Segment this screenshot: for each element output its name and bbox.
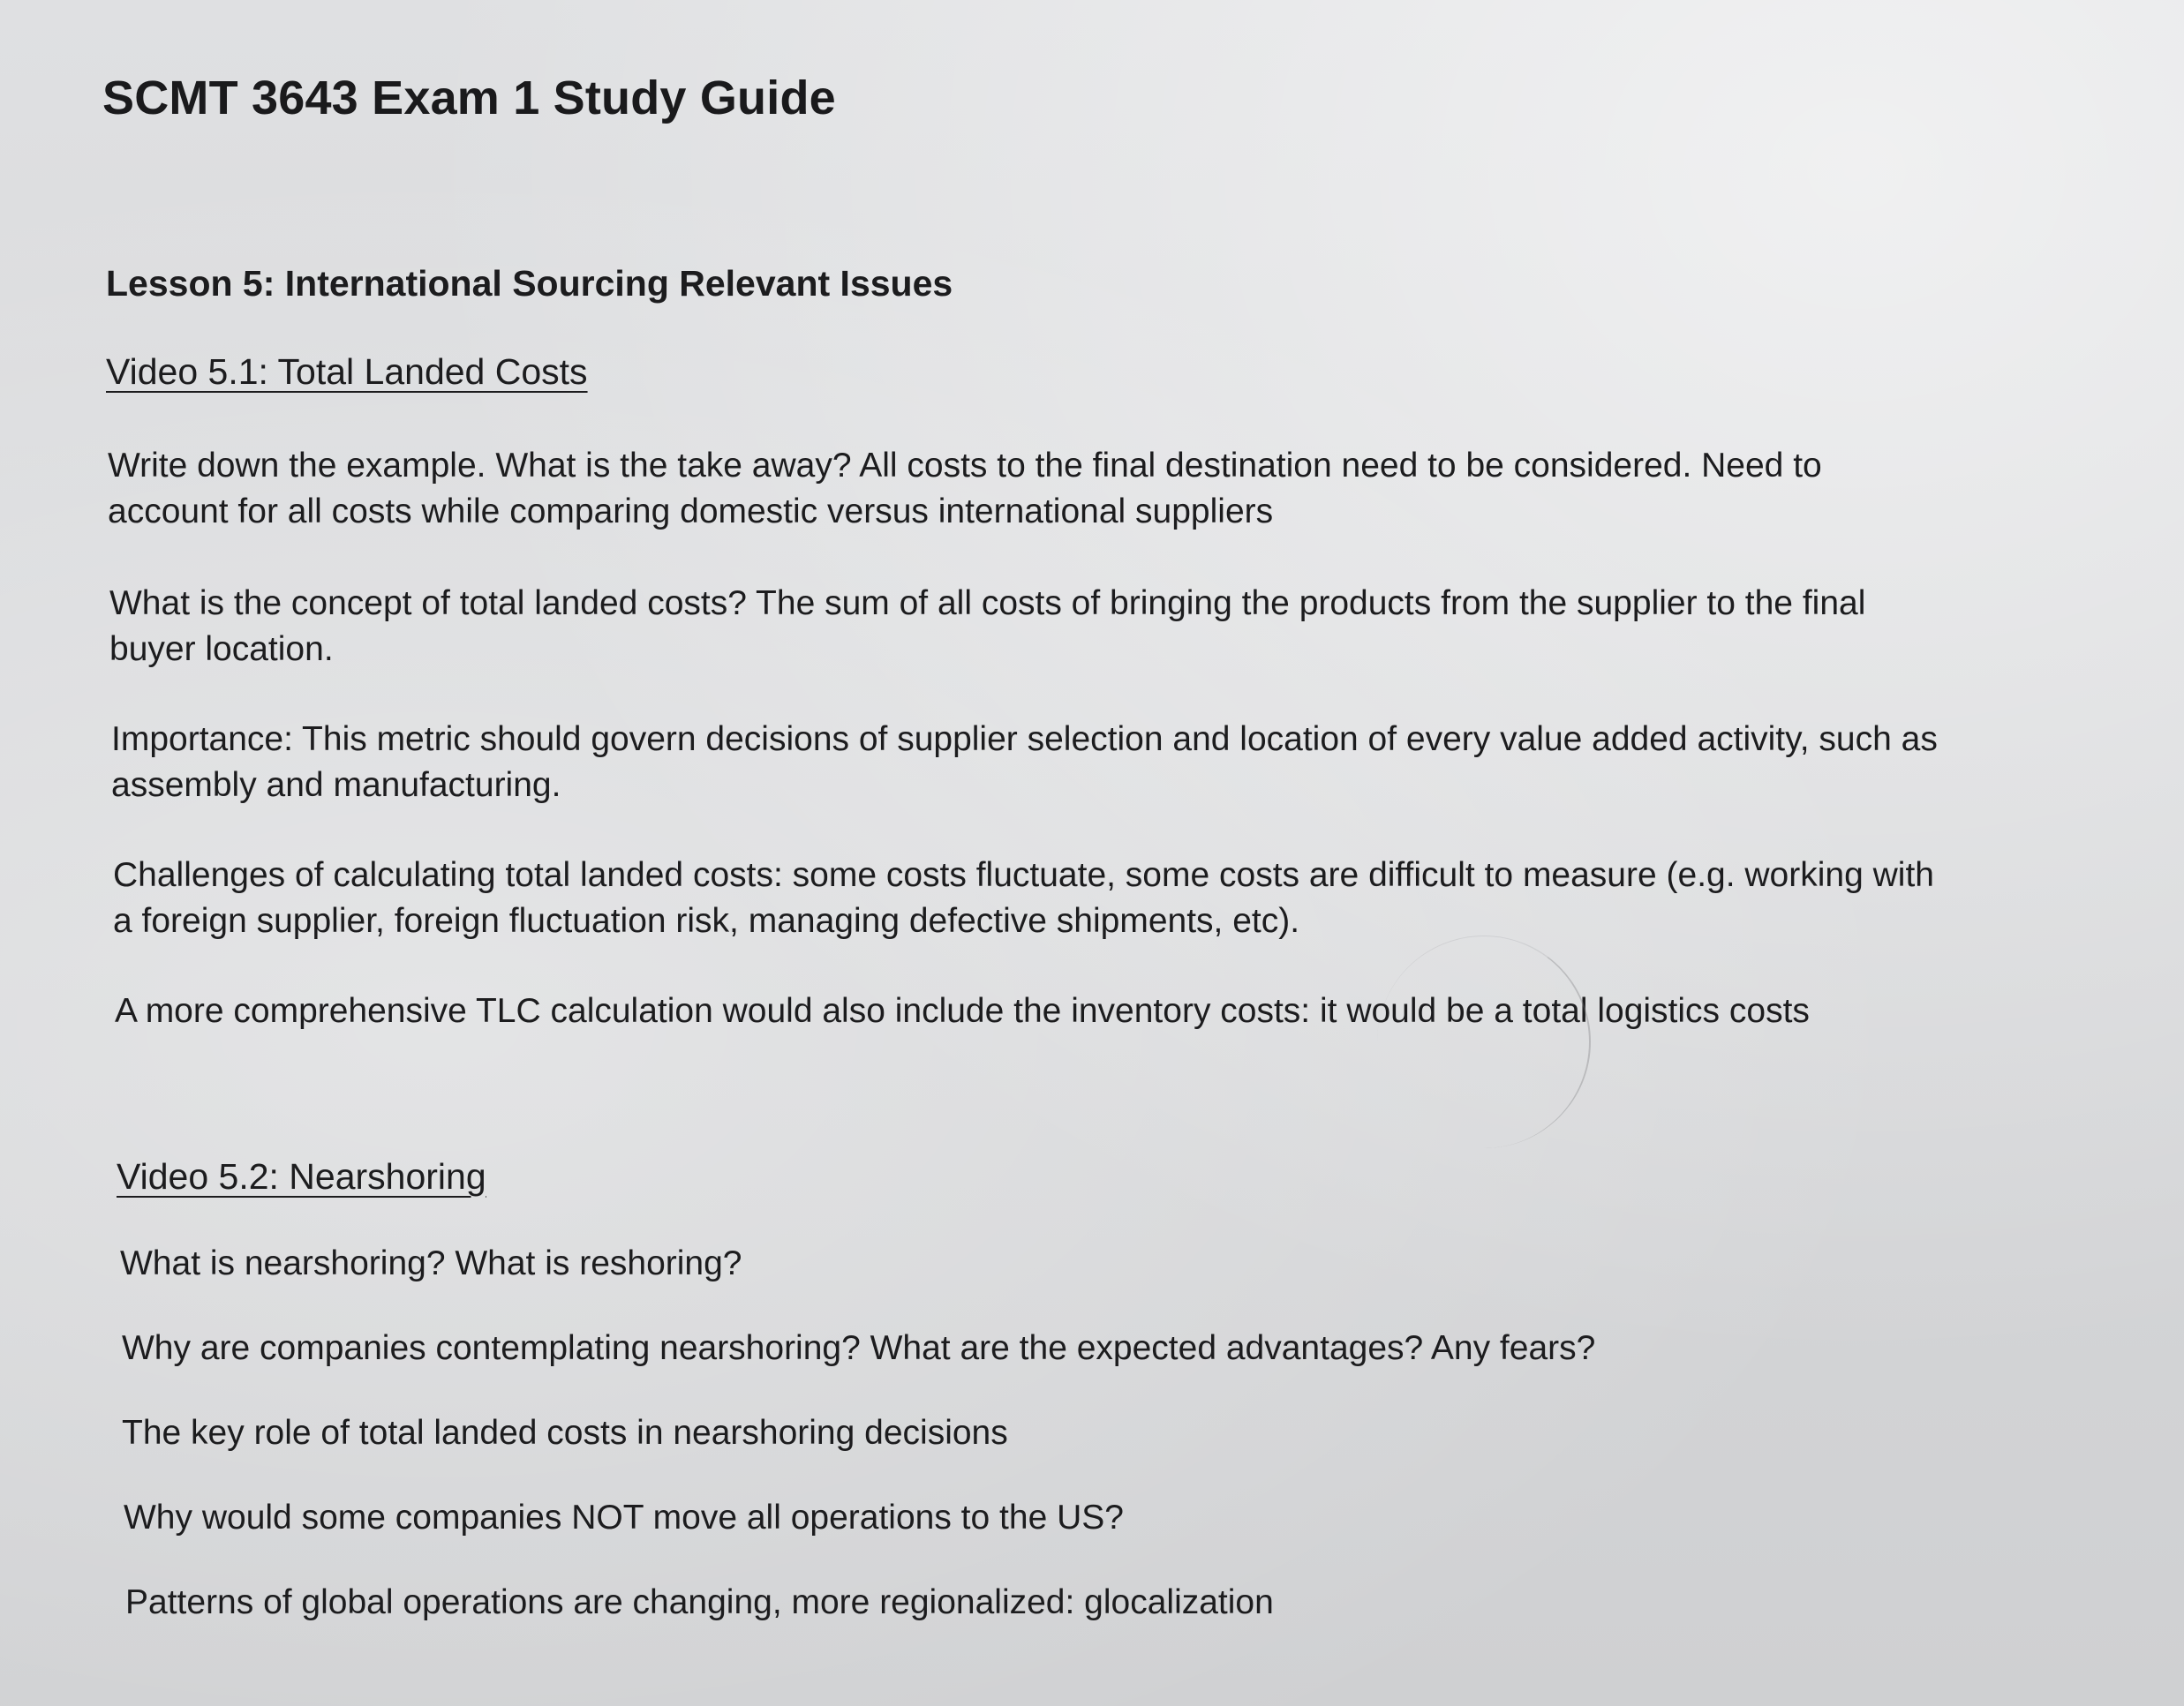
paragraph-nearshoring-question: What is nearshoring? What is reshoring? [120,1244,742,1282]
paragraph-tlc-role: The key role of total landed costs in nearshoring decisions [122,1414,1008,1452]
paragraph-line: account for all costs while comparing domestic versus international suppliers [108,492,1274,530]
paragraph-line: a foreign supplier, foreign fluctuation risk, managing defective shipments, etc). [113,902,1300,940]
video-5-1-heading: Video 5.1: Total Landed Costs [106,351,588,392]
paragraph-challenges [113,853,1934,944]
paragraph-line: What is the concept of total landed costs? The sum of all costs of bringing the products from the supplier to the final [109,584,1866,622]
paragraph-line: Write down the example. What is the take away? All costs to the final destination need to be considered. Need to [108,447,1822,485]
paragraph-line: A more comprehensive TLC calculation would also include the inventory costs: it would be a total logistics costs [115,992,1810,1030]
paragraph-comprehensive-tlc [115,988,1810,1034]
paragraph-line: Importance: This metric should govern decisions of supplier selection and location of every value added activity, such as [111,720,1938,758]
paragraph-takeaway [108,443,1822,535]
paragraph-importance [111,717,1938,808]
paragraph-line: assembly and manufacturing. [111,766,561,804]
screen-glare-arc [1377,936,1591,1148]
paragraph-concept [109,581,1865,673]
paragraph-glocalization: Patterns of global operations are changing, more regionalized: glocalization [125,1583,1274,1621]
paragraph-line: buyer location. [109,630,334,668]
video-5-2-heading: Video 5.2: Nearshoring [117,1156,486,1197]
paragraph-not-move: Why would some companies NOT move all operations to the US? [124,1499,1124,1537]
document-title: SCMT 3643 Exam 1 Study Guide [102,71,836,124]
lesson-heading: Lesson 5: International Sourcing Relevant Issues [106,263,953,304]
paragraph-line: Challenges of calculating total landed costs: some costs fluctuate, some costs are difficult to measure (e.g. working with [113,856,1934,894]
paragraph-why-nearshoring: Why are companies contemplating nearshoring? What are the expected advantages? Any fears? [122,1329,1596,1367]
